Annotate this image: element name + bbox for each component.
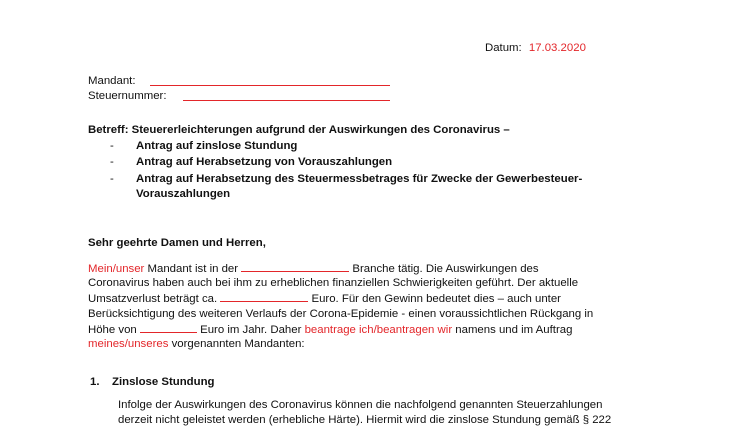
rueckgang-field[interactable]: [140, 322, 197, 333]
body-text: Mandant ist in der: [144, 263, 242, 275]
body-line-4: Berücksichtigung des weiteren Verlaufs der Corona-Epidemie - einen voraussichtlichen Rückgang in: [88, 308, 594, 320]
section-number: 1.: [90, 376, 100, 388]
body-line-1: [88, 261, 539, 276]
subject-dash: -: [110, 140, 114, 152]
mandant-label: Mandant:: [88, 75, 136, 87]
date-value: 17.03.2020: [528, 42, 586, 54]
salutation: Sehr geehrte Damen und Herren,: [88, 237, 266, 249]
red-placeholder: meines/unseres: [88, 338, 169, 350]
body-text: vorgenannten Mandanten:: [168, 338, 305, 350]
steuernummer-field[interactable]: [183, 100, 390, 101]
subject-dash: -: [110, 156, 114, 168]
branche-field[interactable]: [241, 261, 349, 272]
umsatzverlust-field[interactable]: [220, 291, 308, 302]
body-text: Euro im Jahr. Daher: [196, 324, 305, 336]
section-text-line: Infolge der Auswirkungen des Coronavirus können die nachfolgend genannten Steuerzahlungen: [118, 399, 603, 411]
body-text: Euro. Für den Gewinn bedeutet dies – auch unter: [308, 293, 561, 305]
steuernummer-label: Steuernummer:: [88, 90, 167, 102]
subject-item: Antrag auf Herabsetzung des Steuermessbetrages für Zwecke der Gewerbesteuer-: [136, 173, 583, 185]
body-line-2: Coronavirus haben auch bei ihm zu erheblichen finanziellen Schwierigkeiten geführt. Der aktuelle: [88, 277, 579, 289]
body-text: Branche tätig. Die Auswirkungen des: [349, 263, 539, 275]
body-line-3: [88, 291, 561, 306]
body-text: namens und im Auftrag: [452, 324, 573, 336]
subject-dash: -: [110, 173, 114, 185]
date-label: Datum:: [485, 42, 522, 54]
red-placeholder: Mein/unser: [88, 263, 145, 275]
body-text: Umsatzverlust beträgt ca.: [88, 293, 221, 305]
body-line-6: [88, 337, 305, 351]
subject-item: Vorauszahlungen: [136, 188, 231, 200]
section-text-line: derzeit nicht geleistet werden (erhebliche Härte). Hiermit wird die zinslose Stundung gemäß § 222: [118, 414, 612, 426]
mandant-field[interactable]: [150, 85, 390, 86]
body-text: Höhe von: [88, 324, 140, 336]
subject-title: Betreff: Steuererleichterungen aufgrund der Auswirkungen des Coronavirus –: [88, 124, 510, 136]
date-line: [485, 41, 586, 55]
red-placeholder: beantrage ich/beantragen wir: [304, 324, 453, 336]
section-title: Zinslose Stundung: [112, 376, 215, 388]
body-line-5: [88, 322, 572, 337]
subject-item: Antrag auf zinslose Stundung: [136, 140, 298, 152]
subject-item: Antrag auf Herabsetzung von Vorauszahlungen: [136, 156, 393, 168]
